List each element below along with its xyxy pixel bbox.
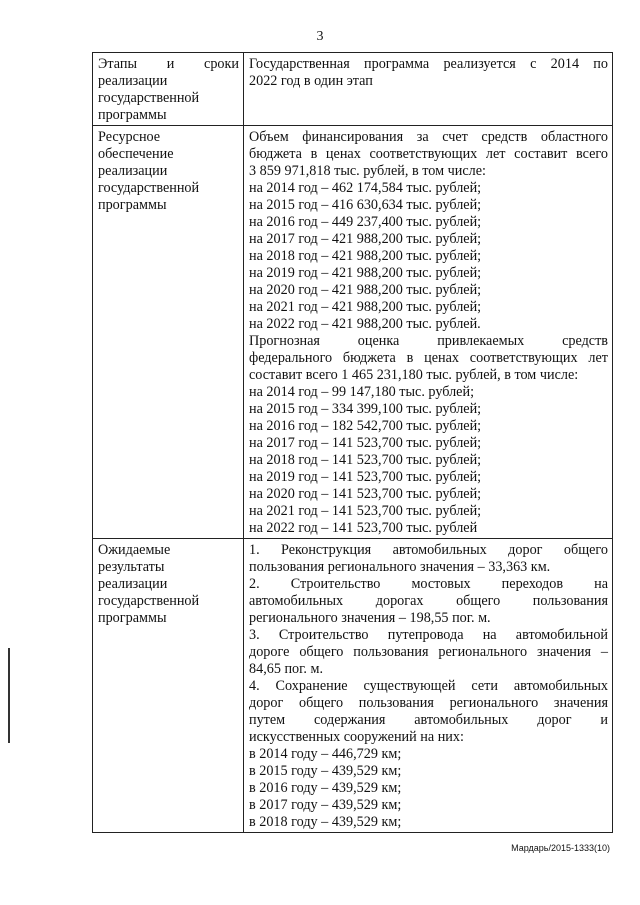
- stages-value-cell: [244, 53, 613, 126]
- federal-year-line: на 2015 год – 334 399,100 тыс. рублей;: [249, 401, 482, 417]
- document-code: Мардарь/2015-1333(10): [511, 843, 610, 853]
- stages-label-line: реализации: [98, 73, 168, 89]
- result-year-line: в 2014 году – 446,729 км;: [249, 746, 402, 762]
- regional-year-line: на 2022 год – 421 988,200 тыс. рублей.: [249, 316, 481, 332]
- result-item-line: пользования регионального значения – 33,363 км.: [249, 559, 551, 575]
- result-item-line: 1. Реконструкция автомобильных дорог общего: [249, 542, 608, 558]
- table-row-stages: [93, 53, 613, 126]
- results-label-cell: [93, 539, 244, 833]
- stages-label-line: государственной: [98, 90, 200, 106]
- stages-value-line: 2022 год в один этап: [249, 73, 373, 89]
- federal-intro-line: составит всего 1 465 231,180 тыс. рублей, в том числе:: [249, 367, 579, 383]
- result-item-line: дороге общего пользования регионального значения –: [249, 644, 608, 660]
- program-passport-table: [92, 52, 613, 833]
- federal-year-line: на 2018 год – 141 523,700 тыс. рублей;: [249, 452, 482, 468]
- result-item-line: 84,65 пог. м.: [249, 661, 323, 677]
- regional-year-line: на 2020 год – 421 988,200 тыс. рублей;: [249, 282, 482, 298]
- result-year-line: в 2016 году – 439,529 км;: [249, 780, 402, 796]
- federal-year-line: на 2022 год – 141 523,700 тыс. рублей: [249, 520, 478, 536]
- federal-year-line: на 2017 год – 141 523,700 тыс. рублей;: [249, 435, 482, 451]
- federal-year-line: на 2016 год – 182 542,700 тыс. рублей;: [249, 418, 482, 434]
- resources-intro-line: бюджета в ценах соответствующих лет составит всего: [249, 146, 608, 162]
- stages-value-line: Государственная программа реализуется с 2014 по: [249, 56, 608, 72]
- regional-year-line: на 2016 год – 449 237,400 тыс. рублей;: [249, 214, 482, 230]
- margin-mark: [8, 648, 10, 743]
- resources-value-cell: [244, 126, 613, 539]
- regional-year-line: на 2014 год – 462 174,584 тыс. рублей;: [249, 180, 482, 196]
- result-year-line: в 2017 году – 439,529 км;: [249, 797, 402, 813]
- resources-label-line: государственной: [98, 180, 200, 196]
- regional-year-line: на 2017 год – 421 988,200 тыс. рублей;: [249, 231, 482, 247]
- result-item-line: регионального значения – 198,55 пог. м.: [249, 610, 491, 626]
- stages-label-line: Этапы и сроки: [98, 56, 239, 72]
- federal-year-line: на 2019 год – 141 523,700 тыс. рублей;: [249, 469, 482, 485]
- federal-year-line: на 2014 год – 99 147,180 тыс. рублей;: [249, 384, 475, 400]
- result-item-line: путем содержания автомобильных дорог и: [249, 712, 608, 728]
- regional-year-line: на 2018 год – 421 988,200 тыс. рублей;: [249, 248, 482, 264]
- resources-intro-line: 3 859 971,818 тыс. рублей, в том числе:: [249, 163, 486, 179]
- resources-label-line: Ресурсное: [98, 129, 161, 145]
- stages-label-line: программы: [98, 107, 167, 123]
- resources-intro-line: Объем финансирования за счет средств областного: [249, 129, 608, 145]
- stages-label-cell: [93, 53, 244, 126]
- table-row-results: [93, 539, 613, 833]
- results-label-line: результаты: [98, 559, 165, 575]
- federal-intro-line: Прогнозная оценка привлекаемых средств: [249, 333, 608, 349]
- result-item-line: искусственных сооружений на них:: [249, 729, 464, 745]
- results-label-line: программы: [98, 610, 167, 626]
- regional-year-line: на 2015 год – 416 630,634 тыс. рублей;: [249, 197, 482, 213]
- page-number: 3: [316, 29, 324, 44]
- resources-label-line: программы: [98, 197, 167, 213]
- results-value-cell: [244, 539, 613, 833]
- resources-label-cell: [93, 126, 244, 539]
- result-item-line: 4. Сохранение существующей сети автомобильных: [249, 678, 608, 694]
- table-row-resources: [93, 126, 613, 539]
- results-label-line: реализации: [98, 576, 168, 592]
- regional-year-line: на 2021 год – 421 988,200 тыс. рублей;: [249, 299, 482, 315]
- result-item-line: дорог общего пользования регионального значения: [249, 695, 608, 711]
- results-label-line: государственной: [98, 593, 200, 609]
- federal-year-line: на 2020 год – 141 523,700 тыс. рублей;: [249, 486, 482, 502]
- result-item-line: 3. Строительство путепровода на автомобильной: [249, 627, 608, 643]
- result-item-line: автомобильных дорогах общего пользования: [249, 593, 608, 609]
- resources-label-line: обеспечение: [98, 146, 174, 162]
- federal-intro-line: федерального бюджета в ценах соответствующих лет: [249, 350, 608, 366]
- federal-year-line: на 2021 год – 141 523,700 тыс. рублей;: [249, 503, 482, 519]
- result-year-line: в 2018 году – 439,529 км;: [249, 814, 402, 830]
- result-item-line: 2. Строительство мостовых переходов на: [249, 576, 608, 592]
- regional-year-line: на 2019 год – 421 988,200 тыс. рублей;: [249, 265, 482, 281]
- result-year-line: в 2015 году – 439,529 км;: [249, 763, 402, 779]
- results-label-line: Ожидаемые: [98, 542, 171, 558]
- resources-label-line: реализации: [98, 163, 168, 179]
